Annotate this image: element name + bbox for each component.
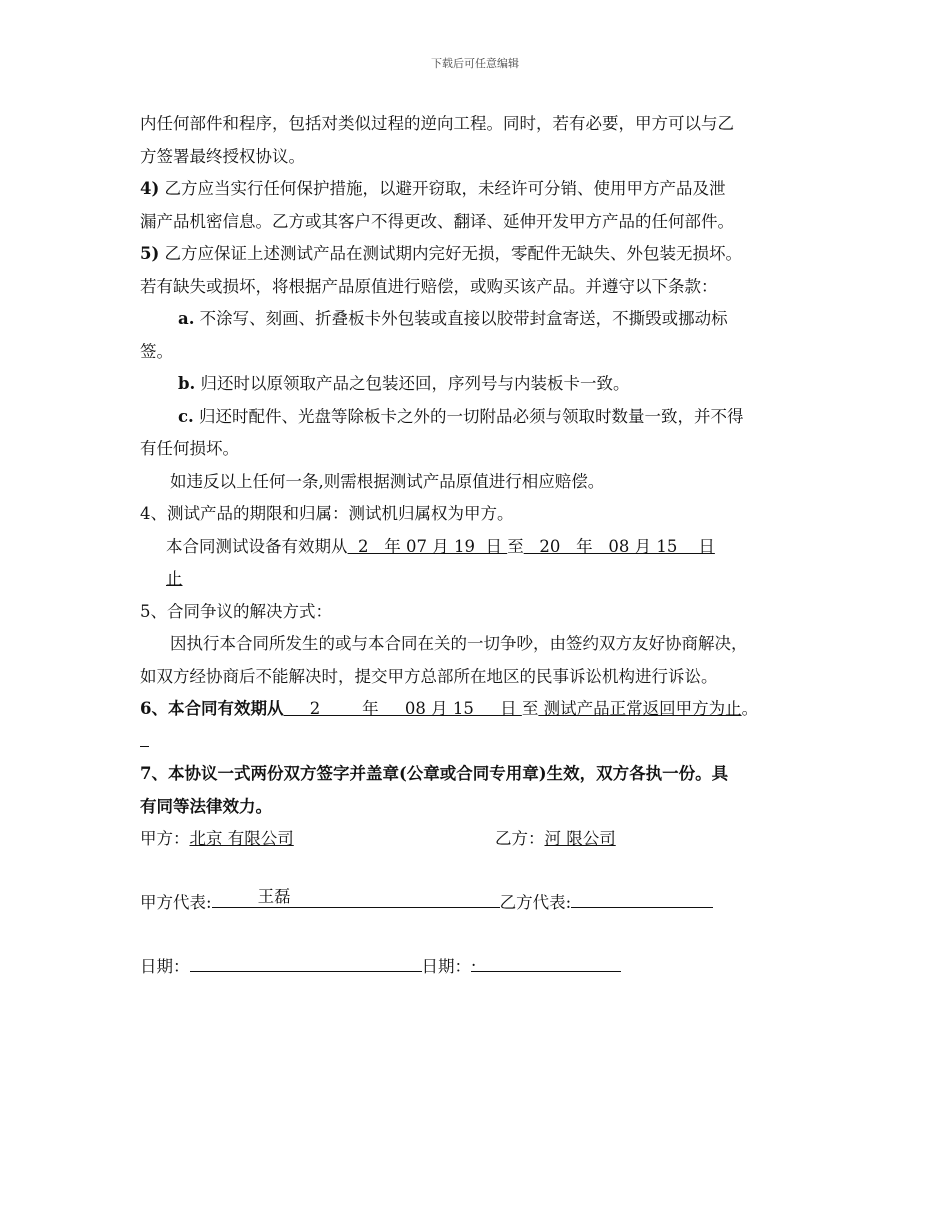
clause-text: 乙方应保证上述测试产品在测试期内完好无损，零配件无缺失、外包装无损坏。	[159, 244, 743, 263]
validity-end: 。	[741, 699, 759, 718]
date-b-line	[471, 951, 621, 972]
date-a-label: 日期：	[140, 957, 190, 976]
paragraph: 若有缺失或损坏，将根据产品原值进行赔偿，或购买该产品。并遵守以下条款：	[140, 276, 718, 296]
validity-from: 2 年 08 月 15 日	[283, 699, 522, 718]
clause-number: 5)	[140, 244, 160, 263]
rep-a-signature-line	[212, 887, 500, 908]
item-letter: b.	[178, 374, 196, 393]
item-letter: c.	[178, 406, 194, 426]
item-c	[140, 401, 820, 434]
paragraph: 有同等法律效力。	[140, 796, 272, 816]
paragraph: 有任何损坏。	[140, 439, 239, 458]
party-row	[140, 823, 820, 855]
spacer	[140, 855, 820, 887]
rep-b-signature-line	[571, 887, 713, 908]
party-a-name: 北京 有限公司	[189, 829, 294, 848]
section-5-title: 5、合同争议的解决方式：	[140, 601, 332, 621]
clause-number: 4)	[140, 179, 160, 198]
contract-body	[140, 108, 820, 983]
section-7-line: 7、本协议一式两份双方签字并盖章(公章或合同专用章)生效，双方各执一份。具	[140, 764, 729, 783]
period-from: 2 年 07 月 19 日	[347, 536, 508, 556]
paragraph: 签。	[140, 341, 173, 361]
date-b-value: .	[471, 951, 477, 970]
page-header: 下载后可任意编辑	[431, 57, 519, 70]
item-a	[140, 303, 820, 336]
period-to-label: 至	[507, 536, 524, 556]
paragraph: 内任何部件和程序，包括对类似过程的逆向工程。同时，若有必要，甲方可以与乙	[140, 114, 734, 133]
validity-to-label: 至	[521, 699, 539, 718]
party-b-name: 河 限公司	[544, 829, 616, 848]
date-a-line	[190, 951, 422, 972]
party-a-label: 甲方：	[140, 829, 190, 848]
clause-text: 乙方应当实行任何保护措施，以避开窃取，未经许可分销、使用甲方产品及泄	[159, 179, 726, 198]
item-b	[140, 368, 820, 401]
paragraph: 如双方经协商后不能解决时，提交甲方总部所在地区的民事诉讼机构进行诉讼。	[140, 666, 718, 686]
representative-row	[140, 887, 820, 919]
party-b-label: 乙方：	[495, 829, 545, 848]
spacer	[140, 919, 820, 951]
section-6-line	[140, 693, 820, 726]
date-b-label: 日期：	[421, 957, 471, 976]
date-row	[140, 951, 820, 983]
rep-a-name: 王磊	[257, 887, 291, 906]
paragraph: 方签署最终授权协议。	[140, 146, 305, 166]
period-end-line	[140, 563, 820, 596]
rep-b-label: 乙方代表:	[499, 893, 572, 912]
violation-note: 如违反以上任何一条,则需根据测试产品原值进行相应赔偿。	[170, 471, 605, 491]
section-4-title: 4、测试产品的期限和归属：测试机归属权为甲方。	[140, 504, 514, 523]
validity-prefix: 6、本合同有效期从	[140, 699, 284, 718]
item-letter: a.	[178, 309, 195, 328]
period-end: 止	[166, 569, 183, 588]
party-b	[495, 823, 616, 856]
blank-underline-line	[140, 726, 820, 759]
clause-4	[140, 173, 820, 206]
item-text: 归还时配件、光盘等除板卡之外的一切附品必须与领取时数量一致，并不得	[193, 406, 744, 426]
paragraph: 因执行本合同所发生的或与本合同在关的一切争吵，由签约双方友好协商解决，	[170, 634, 748, 653]
blank-underline	[140, 728, 149, 747]
test-period-line	[140, 531, 820, 564]
period-prefix: 本合同测试设备有效期从	[166, 536, 348, 556]
rep-a-label: 甲方代表:	[140, 893, 212, 912]
clause-5	[140, 238, 820, 271]
validity-to: 测试产品正常返回甲方为止	[538, 699, 742, 718]
item-text: 不涂写、刻画、折叠板卡外包装或直接以胶带封盒寄送，不撕毁或挪动标	[194, 309, 728, 328]
item-text: 归还时以原领取产品之包装还回，序列号与内装板卡一致。	[195, 374, 630, 393]
period-to: 20 年 08 月 15 日	[523, 536, 715, 556]
paragraph: 漏产品机密信息。乙方或其客户不得更改、翻译、延伸开发甲方产品的任何部件。	[140, 211, 734, 231]
